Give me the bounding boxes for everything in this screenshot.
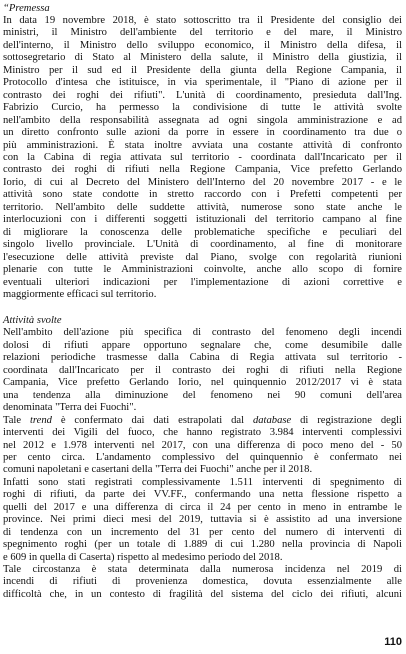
text-line: contrasto dei roghi di rifiuti nella Regione Campania, Vice prefetto Gerlando xyxy=(3,164,402,176)
text-line: Tale circostanza è stata determinata dalla numerosa incidenza nel 2019 di xyxy=(3,564,402,576)
text-line: nel 2012 e 1.978 interventi nel 2017, con una differenza di poco meno del - 50 xyxy=(3,439,402,451)
paragraph-attivita-1 xyxy=(3,327,402,414)
paragraph-premessa xyxy=(3,15,402,301)
text-line: quelli del 2017 e una differenza di circa il 24 per cento in meno in entrambe le xyxy=(3,501,402,513)
text-line: con la Cabina di regia attivata sul territorio - coordinata dall'Incaricato per il xyxy=(3,151,402,163)
text-line: Tale trend è confermato dai dati estrapolati dal database di registrazione degli xyxy=(3,414,402,426)
text-line: sottosegretario di Stato al Ministero della salute, il Ministro della giustizia, il xyxy=(3,52,402,64)
text-line: contrasto dei roghi dei rifiuti". L'unità di coordinamento, presieduta dall'Ing. xyxy=(3,89,402,101)
section-heading-attivita-svolte: Attività svolte xyxy=(3,315,62,327)
text-line: roghi di rifiuti, da parte dei VV.FF., confermando una netta flessione rispetto a xyxy=(3,489,402,501)
text-line: per cento circa. L'andamento complessivo del quinquennio è confermato nei xyxy=(3,451,402,463)
text-line: di tendenza con un incremento del 31 per cento del numero di interventi di xyxy=(3,526,402,538)
text-line: comuni napoletani e casertani della "Terra dei Fuochi" anche per il 2018. xyxy=(3,464,313,476)
text-line: singolo livello provinciale. L'Unità di coordinamento, al fine di monitorare xyxy=(3,239,402,251)
text-line: difficoltà che, in un contesto di fragilità del sistema del ciclo dei rifiuti, alcuni xyxy=(3,588,402,600)
text-line: maggiormente efficaci sul territorio. xyxy=(3,288,157,300)
text-line: attività sono state condotte in stretto raccordo con i Prefetti competenti per xyxy=(3,189,402,201)
text-line: spegnimento roghi (per un totale di 1.889 di cui 1.280 nella provincia di Napoli xyxy=(3,539,402,551)
text-line: nell'ambito della responsabilità assegnata ad ogni singola amministrazione e ad xyxy=(3,114,402,126)
text-line: l'esecuzione delle attività previste dal Piano, svolge con regolarità riunioni xyxy=(3,251,402,263)
text-line: incendi di rifiuti di provenienza domestica, dovuta essenzialmente alle xyxy=(3,576,402,588)
text-line: plenarie con tutte le Amministrazioni coinvolte, anche allo scopo di fornire xyxy=(3,264,402,276)
text-line: territorio. Nell'ambito delle suddette attività, numerose sono state anche le xyxy=(3,201,402,213)
paragraph-attivita-3 xyxy=(3,477,402,564)
text-line: denominata "Terra dei Fuochi". xyxy=(3,402,137,414)
text-line: province. Nei primi dieci mesi del 2019, tuttavia si è assistito ad una inversione xyxy=(3,514,402,526)
text-line: coordinata dall'Incaricato per il contrasto dei roghi di rifiuti nella Regione xyxy=(3,364,402,376)
text-line: Campania, Vice prefetto Gerlando Iorio, nel quinquennio 2012/2017 vi è stata xyxy=(3,377,402,389)
text-line: di migliorare la conoscenza delle problematiche specifiche e peculiari del xyxy=(3,226,402,238)
section-spacer xyxy=(3,301,402,314)
text-line: un diretto confronto sulle azioni da porre in essere in coordinamento tra due o xyxy=(3,127,402,139)
text-line: Fabrizio Curcio, ha permesso la condivisione di tutte le attività svolte xyxy=(3,102,402,114)
page-number: 110 xyxy=(384,636,402,648)
text-line: interventi dei Vigili del fuoco, che hanno registrato 3.984 interventi complessivi xyxy=(3,427,402,439)
text-line: Infatti sono stati registrati complessivamente 1.511 interventi di spegnimento di xyxy=(3,476,402,488)
text-line: e 609 in quella di Caserta) rispetto al medesimo periodo del 2018. xyxy=(3,551,283,563)
text-line: dolosi di rifiuti appare opportuno segnalare che, come desumibile dalle xyxy=(3,339,402,351)
text-line: eventuali ulteriori indicazioni per l'implementazione di azioni correttive e xyxy=(3,276,402,288)
text-line: In data 19 novembre 2018, è stato sottoscritto tra il Presidente del consiglio dei xyxy=(3,15,402,26)
document-page xyxy=(3,2,402,652)
text-line: Iorio, di cui al Decreto del Ministero dell'Interno del 20 novembre 2017 - e le xyxy=(3,176,402,188)
text-line: dell'interno, il Ministro dello sviluppo economico, il Ministro della difesa, il xyxy=(3,39,402,51)
text-line: una tendenza alla diminuzione del fenomeno nei 90 comuni dell'area xyxy=(3,389,402,401)
text-line: ministri, il Ministro dell'ambiente del territorio e del mare, il Ministro xyxy=(3,27,402,39)
paragraph-attivita-2 xyxy=(3,415,402,477)
text-line: interlocuzioni con i differenti soggetti istituzionali del territorio campano al fine xyxy=(3,214,402,226)
text-line: Nell'ambito dell'azione più specifica di contrasto del fenomeno degli incendi xyxy=(3,327,402,339)
paragraph-attivita-4 xyxy=(3,564,402,601)
text-line: Protocollo d'intesa che istituisce, in via sperimentale, il "Piano di azione per il xyxy=(3,77,402,89)
text-line: Ministro per il sud ed il Presidente della giunta della Regione Campania, il xyxy=(3,64,402,76)
section-heading-premessa: “Premessa xyxy=(3,3,50,14)
text-line: relazioni periodiche trasmesse dalla Cabina di Regia attivata sul territorio - xyxy=(3,352,402,364)
text-line: più amministrazioni. È stata inoltre avviata una costante attività di confronto xyxy=(3,139,402,151)
